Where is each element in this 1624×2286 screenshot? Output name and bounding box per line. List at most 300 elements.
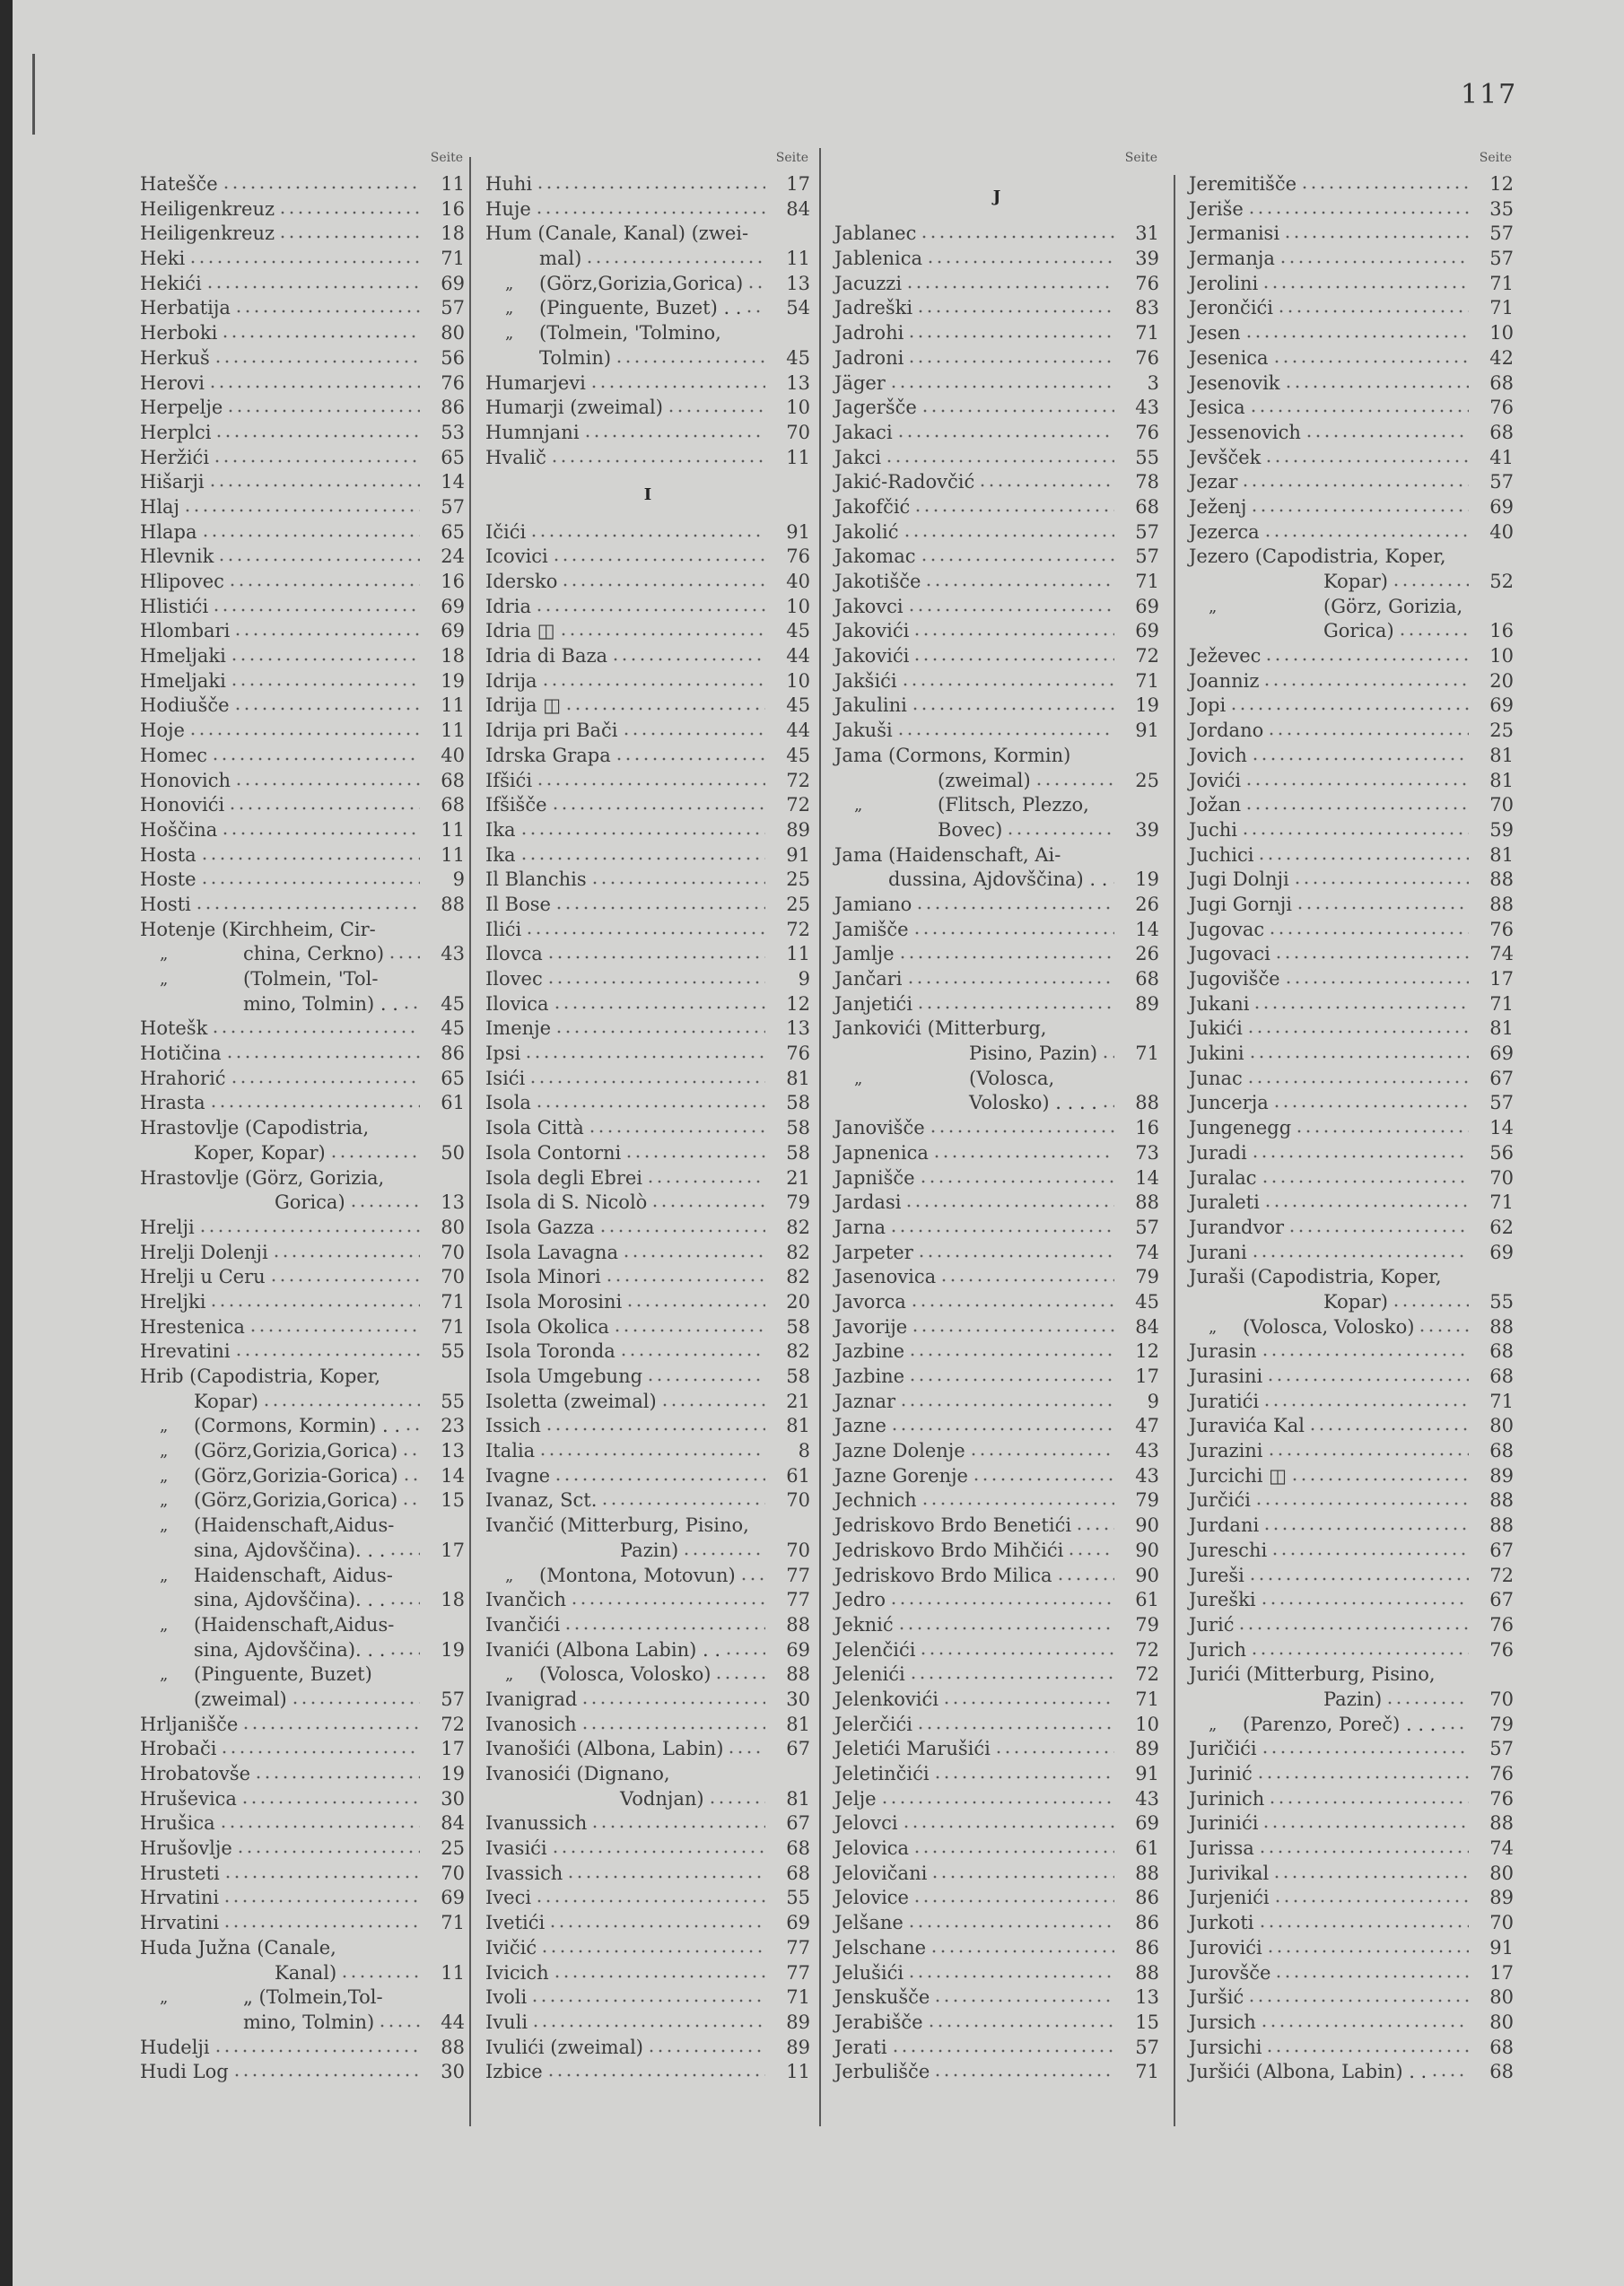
dot-leader: [646, 1175, 765, 1184]
dot-leader: [241, 1722, 420, 1731]
entry-page: 9: [452, 868, 465, 891]
index-entry: [140, 520, 465, 545]
entry-name: Jenskušče: [834, 1986, 930, 2009]
entry-page: 30: [441, 2061, 465, 2083]
index-entry: [1189, 1688, 1514, 1713]
entry-name: Idria: [485, 595, 532, 617]
ditto-mark: „: [505, 1665, 514, 1685]
entry-page: 57: [1135, 2036, 1159, 2058]
dot-leader: [1262, 1820, 1469, 1829]
entry-name: Junac: [1189, 1067, 1243, 1089]
dot-leader: [752, 231, 765, 240]
dot-leader: [583, 430, 765, 439]
entry-name: Jopi: [1189, 694, 1227, 717]
index-entry: [834, 222, 1159, 247]
dot-leader: [1266, 1945, 1469, 1954]
index-entry: [140, 197, 465, 222]
entry-name: Hotičina: [140, 1043, 222, 1065]
dot-leader: [1268, 927, 1469, 936]
index-entry: [834, 843, 1159, 868]
index-entry: [485, 222, 810, 247]
entry-page: 81: [786, 1067, 810, 1089]
dot-leader: [554, 902, 765, 911]
entry-name: Jovići: [1189, 769, 1242, 791]
entry-name: sina, Ajdovščina). . .: [194, 1589, 386, 1611]
entry-name: Jezar: [1189, 471, 1238, 493]
entry-name: Jurinić: [1189, 1763, 1253, 1784]
index-entry: [140, 1091, 465, 1116]
dot-leader: [254, 1771, 420, 1780]
dot-leader: [1262, 281, 1469, 290]
dot-leader: [1296, 902, 1469, 911]
index-entry: [485, 1191, 810, 1216]
dot-leader: [1058, 1076, 1114, 1085]
entry-name: Gorica): [275, 1191, 345, 1214]
entry-page: 16: [441, 197, 465, 220]
index-entry: [140, 1488, 465, 1514]
dot-leader: [1256, 1771, 1469, 1780]
entry-name: Jazbine: [834, 1340, 905, 1363]
entry-page: 72: [786, 918, 810, 940]
entry-page: 77: [786, 1589, 810, 1611]
dot-leader: [548, 1920, 765, 1929]
entry-name: Pazin): [620, 1539, 679, 1561]
entry-name: Jurinići: [1189, 1812, 1259, 1835]
entry-name: Ilovec: [485, 968, 543, 990]
entry-page: 54: [786, 297, 810, 319]
dot-leader: [535, 604, 765, 613]
index-entry: [140, 1042, 465, 1067]
column-divider: [819, 148, 821, 2126]
entry-name: Jurdani: [1189, 1514, 1260, 1537]
dot-leader: [223, 1871, 420, 1880]
entry-page: 16: [1135, 1117, 1159, 1139]
dot-leader: [1244, 330, 1469, 339]
entry-name: Jurich: [1189, 1638, 1246, 1661]
entry-name: Ilovica: [485, 992, 549, 1015]
index-entry: [140, 1241, 465, 1266]
index-entry: [1189, 992, 1514, 1017]
entry-name: Hrušica: [140, 1812, 215, 1835]
entry-name: Jazne: [834, 1415, 886, 1437]
entry-name: Hrušovlje: [140, 1837, 232, 1860]
entry-name: Hrvatini: [140, 1912, 220, 1934]
entry-page: 42: [1489, 346, 1514, 369]
dot-leader: [1250, 504, 1469, 513]
index-entry: [485, 1116, 810, 1141]
dot-leader: [615, 355, 765, 364]
dot-leader: [660, 1399, 765, 1408]
entry-name: Hmeljaki: [140, 645, 226, 667]
entry-name: Jursichi: [1189, 2036, 1262, 2058]
entry-page: 10: [786, 397, 810, 419]
dot-leader: [1093, 802, 1114, 811]
dot-leader: [541, 678, 765, 687]
dot-leader: [912, 628, 1114, 637]
index-entry: [1189, 644, 1514, 669]
entry-name: Hrevatini: [140, 1340, 231, 1363]
entry-name: Humnjani: [485, 421, 580, 443]
entry-page: 70: [786, 1489, 810, 1512]
index-entry: [485, 446, 810, 471]
entry-page: 17: [1489, 1961, 1514, 1984]
entry-name: Hrasta: [140, 1092, 205, 1114]
dot-leader: [921, 405, 1114, 414]
entry-name: Jakotišče: [834, 571, 921, 593]
index-entry: [834, 868, 1159, 893]
dot-leader: [1283, 231, 1469, 240]
entry-page: 11: [786, 943, 810, 965]
entry-page: 91: [786, 843, 810, 866]
dot-leader: [536, 778, 765, 787]
dot-leader: [1284, 976, 1469, 985]
entry-name: (Pinguente, Buzet) . .: [539, 297, 742, 319]
entry-name: Hrib (Capodistria, Koper,: [140, 1365, 381, 1387]
index-entry: [140, 769, 465, 794]
dot-leader: [753, 1523, 765, 1531]
entry-name: Huhi: [485, 173, 533, 195]
dot-leader: [615, 753, 765, 762]
entry-name: Jablanec: [834, 222, 917, 245]
entry-name: Hlaj: [140, 495, 180, 518]
entry-page: 70: [1489, 794, 1514, 816]
index-column-3: [834, 144, 1159, 2085]
entry-page: 89: [1489, 1464, 1514, 1487]
entry-page: 45: [786, 694, 810, 717]
entry-name: Isola Umgebung: [485, 1365, 643, 1388]
entry-page: 68: [786, 1862, 810, 1884]
entry-page: 69: [441, 620, 465, 642]
entry-name: Jeremitišče: [1189, 173, 1297, 195]
index-entry: [485, 346, 810, 371]
dot-leader: [905, 281, 1114, 290]
entry-page: 13: [786, 272, 810, 294]
entry-name: Isola Minori: [485, 1266, 601, 1288]
dot-leader: [1250, 1647, 1469, 1656]
entry-page: 10: [786, 595, 810, 617]
index-entry: [834, 1141, 1159, 1166]
index-entry: [1189, 272, 1514, 297]
dot-leader: [524, 1051, 765, 1060]
dot-leader: [915, 902, 1114, 911]
index-entry: [834, 1613, 1159, 1638]
entry-name: Herplci: [140, 421, 212, 443]
index-entry: [1189, 619, 1514, 644]
entry-page: 65: [441, 520, 465, 543]
entry-name: Jelovice: [834, 1887, 909, 1909]
entry-page: 68: [1489, 371, 1514, 394]
index-entry: [1189, 1166, 1514, 1191]
index-entry: [1189, 396, 1514, 421]
entry-name: Jurani: [1189, 1241, 1247, 1263]
entry-name: Jesen: [1189, 322, 1241, 345]
entry-page: 10: [1489, 645, 1514, 667]
entry-name: Hrelji Dolenji: [140, 1241, 268, 1263]
dot-leader: [907, 1970, 1114, 1979]
index-entry: [140, 545, 465, 570]
entry-name: Jedriskovo Brdo Benetići: [834, 1514, 1072, 1537]
entry-name: Jablenica: [834, 248, 923, 270]
index-entry: [834, 1091, 1159, 1116]
dot-leader: [397, 1523, 420, 1531]
entry-name: Jelenići: [834, 1663, 905, 1686]
dot-leader: [1277, 305, 1469, 314]
entry-name: Juršići (Albona, Labin) . .: [1189, 2061, 1428, 2083]
entry-page: 86: [441, 397, 465, 419]
entry-page: 71: [1135, 322, 1159, 345]
index-entry: [485, 942, 810, 967]
dot-leader: [553, 1970, 765, 1979]
ditto-mark: „: [505, 299, 514, 318]
entry-name: Jelenčići: [834, 1638, 916, 1661]
index-entry: [140, 1638, 465, 1663]
entry-page: 71: [1489, 992, 1514, 1015]
dot-leader: [1272, 355, 1469, 364]
entry-name: Jageršče: [834, 397, 917, 419]
entry-name: Ježenj: [1189, 495, 1247, 518]
index-entry: [834, 321, 1159, 346]
index-entry: [485, 644, 810, 669]
dot-leader: [233, 628, 420, 637]
dot-leader: [520, 852, 765, 861]
dot-leader: [646, 1374, 765, 1383]
dot-leader: [605, 1274, 765, 1283]
entry-page: 15: [1135, 2011, 1159, 2033]
dot-leader: [911, 702, 1114, 711]
entry-page: 13: [441, 1191, 465, 1214]
index-entry: [834, 2011, 1159, 2036]
index-entry: [1189, 1464, 1514, 1489]
entry-page: 13: [441, 1440, 465, 1462]
dot-leader: [230, 678, 420, 687]
dot-leader: [1262, 1399, 1469, 1408]
entry-name: Hišarji: [140, 471, 205, 493]
index-entry: [485, 868, 810, 893]
entry-name: Herpelje: [140, 397, 223, 419]
entry-name: Jurjenići: [1189, 1887, 1270, 1909]
entry-name: Juričići: [1189, 1738, 1257, 1760]
dot-leader: [214, 355, 420, 364]
section-letter-heading: J: [992, 188, 1001, 206]
dot-leader: [1392, 579, 1469, 588]
entry-page: 20: [786, 1290, 810, 1313]
entry-page: 88: [1489, 1489, 1514, 1512]
entry-page: 84: [441, 1812, 465, 1835]
entry-page: 61: [1135, 1589, 1159, 1611]
entry-name: Jureschi: [1189, 1539, 1268, 1561]
index-entry: [485, 1091, 810, 1116]
dot-leader: [570, 1597, 765, 1606]
entry-name: Jevšček: [1189, 446, 1262, 468]
dot-leader: [1244, 778, 1469, 787]
dot-leader: [380, 927, 420, 936]
dot-leader: [520, 827, 765, 836]
entry-page: 17: [441, 1539, 465, 1561]
ditto-mark: „: [160, 1615, 169, 1635]
ditto-mark: „: [1209, 1317, 1218, 1337]
entry-page: 81: [786, 1713, 810, 1735]
dot-leader: [624, 1150, 765, 1159]
entry-name: Joanniz: [1189, 669, 1260, 692]
entry-name: Isići: [485, 1067, 526, 1089]
dot-leader: [240, 1796, 420, 1805]
index-entry: [834, 1488, 1159, 1514]
entry-name: Jerončići: [1189, 297, 1274, 319]
entry-name: Jesica: [1189, 397, 1245, 419]
index-entry: [1189, 1985, 1514, 2011]
index-entry: [140, 2011, 465, 2036]
entry-name: Jakovići: [834, 620, 910, 642]
page-number: 117: [1461, 79, 1518, 110]
dot-leader: [1246, 1025, 1469, 1034]
entry-page: 89: [786, 818, 810, 841]
entry-name: Jurinich: [1189, 1787, 1265, 1810]
dot-leader: [563, 1622, 765, 1631]
index-entry: [485, 321, 810, 346]
entry-name: Jakšići: [834, 669, 897, 692]
entry-name: Ivasići: [485, 1837, 547, 1860]
entry-name: Ivančići: [485, 1613, 561, 1636]
entry-name: (Görz,Gorizia,Gorica): [194, 1440, 398, 1462]
entry-page: 44: [441, 2011, 465, 2033]
index-entry: [1189, 1290, 1514, 1315]
entry-page: 80: [1489, 1415, 1514, 1437]
index-entry: [140, 1613, 465, 1638]
index-entry: [140, 893, 465, 918]
entry-page: 71: [1135, 669, 1159, 692]
entry-page: 71: [441, 1912, 465, 1934]
entry-name: Japnenica: [834, 1141, 929, 1164]
entry-name: Imenje: [485, 1017, 552, 1040]
dot-leader: [1295, 1125, 1469, 1134]
index-entry: [834, 1638, 1159, 1663]
entry-name: Javorca: [834, 1290, 906, 1313]
entry-name: Herovi: [140, 371, 205, 394]
index-entry: [834, 967, 1159, 992]
index-entry: [1189, 2011, 1514, 2036]
index-entry: [834, 1315, 1159, 1340]
entry-page: 86: [1135, 1936, 1159, 1959]
entry-page: 40: [1489, 520, 1514, 543]
entry-name: Ivetići: [485, 1912, 546, 1934]
index-entry: [485, 744, 810, 769]
dot-leader: [1248, 1051, 1469, 1060]
dot-leader: [904, 1200, 1114, 1208]
dot-leader: [581, 1722, 765, 1731]
entry-page: 71: [441, 248, 465, 270]
index-entry: [485, 570, 810, 595]
entry-page: 14: [441, 1464, 465, 1487]
dot-leader: [682, 1548, 765, 1557]
entry-page: 69: [1489, 495, 1514, 518]
dot-leader: [195, 902, 420, 911]
dot-leader: [1263, 1200, 1469, 1208]
entry-name: Pisino, Pazin): [969, 1043, 1098, 1065]
entry-name: Jäger: [834, 371, 886, 394]
dot-leader: [1260, 2020, 1469, 2029]
dot-leader: [1267, 728, 1469, 737]
dot-leader: [1251, 1250, 1469, 1259]
index-entry: [140, 1216, 465, 1241]
entry-name: Juncerja: [1189, 1092, 1269, 1114]
entry-name: Hoje: [140, 720, 185, 742]
entry-page: 57: [1135, 1216, 1159, 1238]
entry-page: 11: [441, 173, 465, 195]
entry-name: Volosko) . . . .: [969, 1092, 1097, 1114]
entry-page: 70: [1489, 1166, 1514, 1189]
dot-leader: [920, 554, 1114, 563]
entry-name: Jerbulišče: [834, 2061, 930, 2083]
dot-leader: [233, 702, 420, 711]
entry-name: Hotešk: [140, 1017, 208, 1040]
index-entry: [140, 644, 465, 669]
entry-page: 12: [1489, 173, 1514, 195]
index-entry: [485, 247, 810, 272]
index-entry: [834, 570, 1159, 595]
dot-leader: [340, 1970, 420, 1979]
entry-name: Idrija: [485, 669, 537, 692]
entry-name: Jadroni: [834, 346, 904, 369]
entry-name: Ika: [485, 843, 516, 866]
index-entry: [1189, 1638, 1514, 1663]
entry-name: Jadreški: [834, 297, 913, 319]
entry-name: Isola Toronda: [485, 1340, 616, 1363]
dot-leader: [622, 1250, 765, 1259]
entry-name: Bovec): [938, 818, 1003, 841]
entry-page: 88: [1135, 1092, 1159, 1114]
entry-name: Ivicich: [485, 1961, 549, 1984]
dot-leader: [340, 1945, 420, 1954]
index-entry: [140, 1688, 465, 1713]
entry-name: Japnišče: [834, 1166, 915, 1189]
index-entry: [834, 942, 1159, 967]
entry-page: 76: [1135, 272, 1159, 294]
entry-page: 69: [441, 1887, 465, 1909]
entry-page: 55: [1135, 446, 1159, 468]
index-entry: [485, 421, 810, 446]
index-entry: [140, 296, 465, 321]
entry-page: 67: [786, 1812, 810, 1835]
entry-page: 68: [1489, 2061, 1514, 2083]
entry-name: Juralac: [1189, 1166, 1257, 1189]
entry-page: 68: [441, 794, 465, 816]
entry-name: Juravića Kal: [1189, 1415, 1305, 1437]
dot-leader: [917, 1250, 1114, 1259]
entry-page: 80: [441, 322, 465, 345]
index-entry: [485, 769, 810, 794]
entry-name: Hvalič: [485, 446, 546, 468]
entry-name: Hlistići: [140, 595, 209, 617]
index-entry: [1189, 1837, 1514, 1862]
index-entry: [834, 1216, 1159, 1241]
dot-leader: [920, 231, 1114, 240]
column-header-seite: Seite: [1124, 151, 1157, 165]
entry-page: 86: [1135, 1887, 1159, 1909]
index-entry: [485, 197, 810, 222]
index-entry: [834, 446, 1159, 471]
dot-leader: [1450, 554, 1469, 563]
entry-name: Jerati: [834, 2036, 887, 2058]
entry-name: Jurazini: [1189, 1440, 1263, 1462]
dot-leader: [1067, 1548, 1114, 1557]
entry-page: 10: [786, 669, 810, 692]
entry-page: 68: [1489, 1365, 1514, 1387]
ditto-mark: „: [1209, 597, 1218, 616]
dot-leader: [1288, 1225, 1469, 1234]
entry-page: 58: [786, 1315, 810, 1338]
index-entry: [1189, 843, 1514, 868]
entry-page: 90: [1135, 1564, 1159, 1586]
